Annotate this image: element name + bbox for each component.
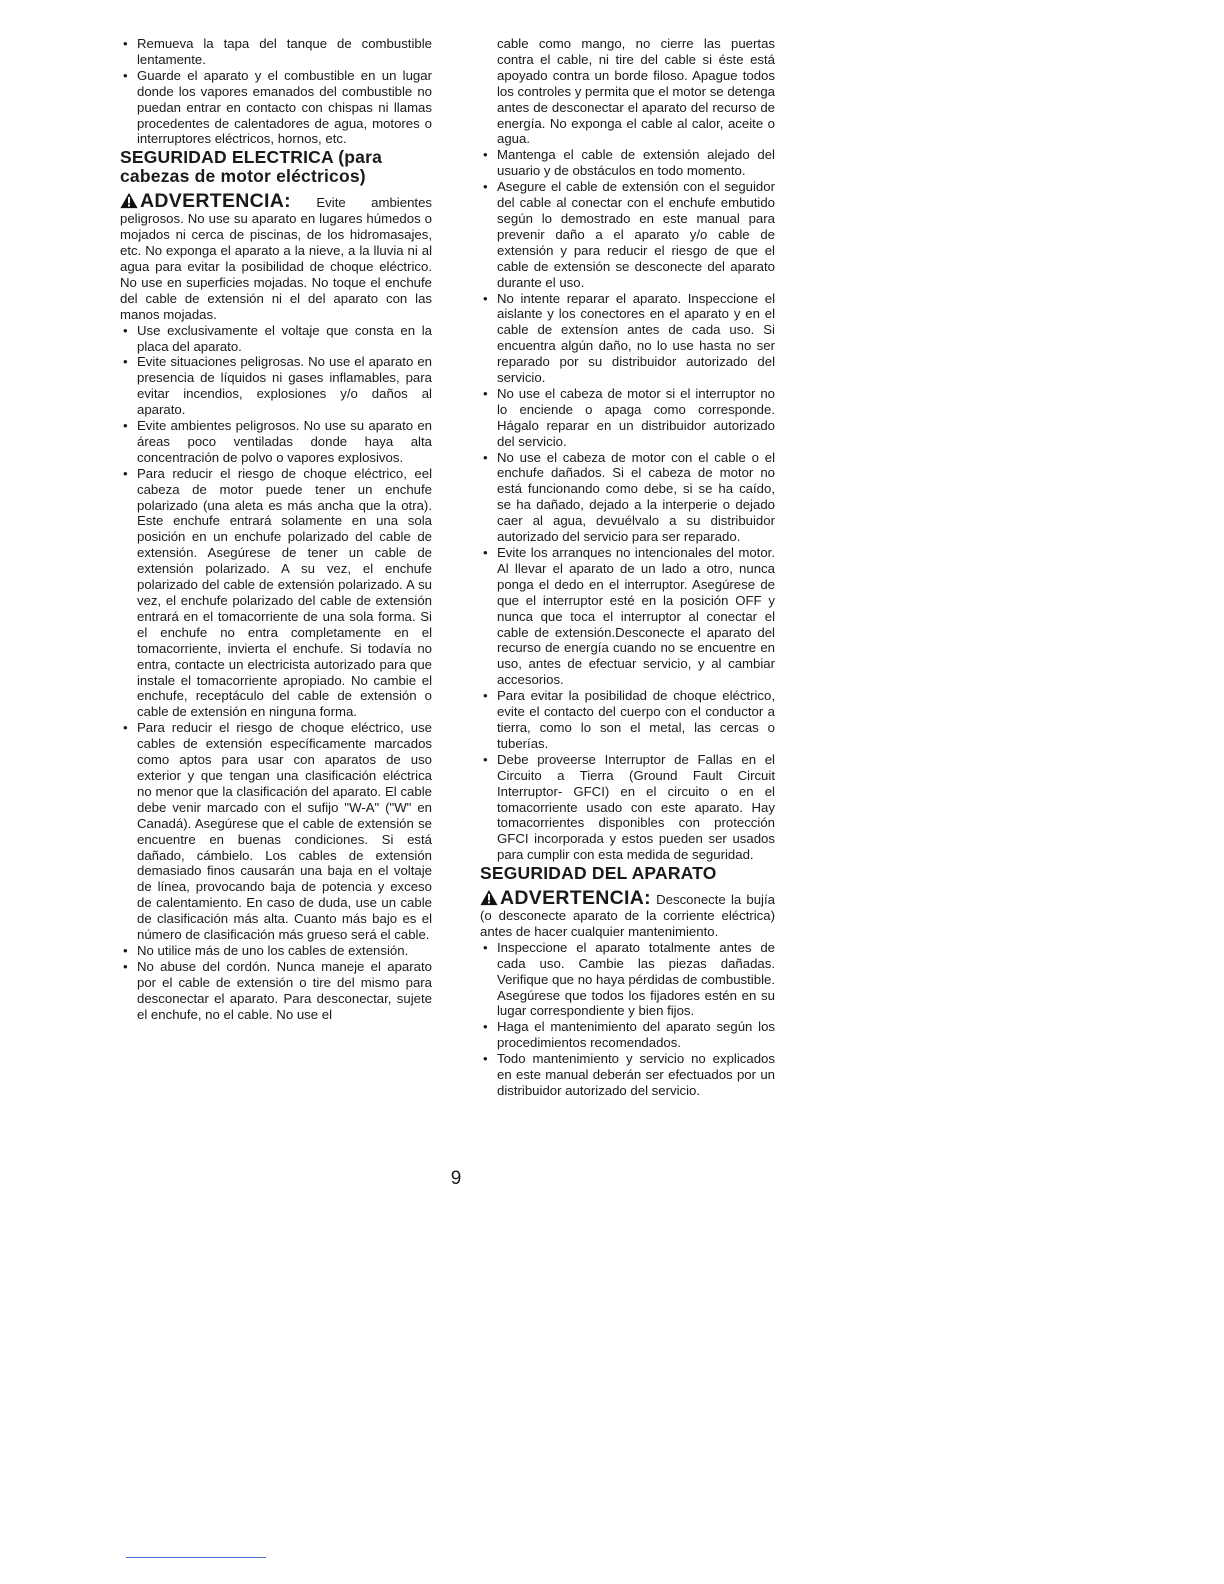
list-item: • Mantenga el cable de extensión alejado del usuario y de obstáculos en todo momento.: [480, 147, 775, 179]
list-item: • Evite situaciones peligrosas. No use el aparato en presencia de líquidos ni gases inflamables, para evitar incendios, explosiones y/o daños al aparato.: [120, 354, 432, 418]
fuel-bullet-list: [120, 36, 432, 147]
list-item: • Use exclusivamente el voltaje que consta en la placa del aparato.: [120, 323, 432, 355]
list-item: • Para reducir el riesgo de choque eléctrico, eel cabeza de motor puede tener un enchufe polarizado (una aleta es más ancha que la otra). Este enchufe entrará solamente en una sola posición en un enchufe polarizado del cable de extensión. Asegúrese de tener un cable de extensión polarizado. A su vez, el enchufe polarizado del cable de extensión polarizado. A su vez, el enchufe polarizado del cable de extensión entrará en el tomacorriente de una sola forma. Si el enchufe no entra completamente en el tomacorriente, invierta el enchufe. Si todavía no entra, contacte un electricista autorizado para que instale el tomacorriente apropiado. No cambie el enchufe, receptáculo del cable de extensión o cable de extensión en ninguna forma.: [120, 466, 432, 721]
continuation-paragraph: cable como mango, no cierre las puertas contra el cable, ni tire del cable si éste está apoyado contra un borde filoso. Apague todos los controles y permita que el motor se detenga antes de desconectar el aparato del recurso de energía. No exponga el cable al calor, aceite o agua.: [497, 36, 775, 147]
left-column: [120, 36, 432, 1022]
page-number: 9: [450, 1168, 462, 1189]
warning-block: [480, 889, 775, 940]
list-item: • Para reducir el riesgo de choque eléctrico, use cables de extensión específicamente marcados como aptos para usar con aparatos de uso exterior y que tengan una clasificación eléctrica no menor que la clasificación del aparato. El cable debe venir marcado con el sufijo "W-A" ("W" en Canadá). Asegúrese que el cable de extensión se encuentre en buenas condiciones. Si está dañado, cámbielo. Los cables de extensión demasiado finos causarán una baja en el voltaje de línea, provocando baja de potencia y exceso de calentamiento. En caso de duda, use un cable de clasificación más alta. Cuanto más bajo es el número de clasificación más grueso será el cable.: [120, 720, 432, 943]
list-item: • Guarde el aparato y el combustible en un lugar donde los vapores emanados del combustible no puedan entrar en contacto con chispas ni llamas procedentes de calentadores de agua, motores o interruptores eléctricos, hornos, etc.: [120, 68, 432, 148]
warning-label: ADVERTENCIA:: [500, 887, 651, 910]
list-item: • Remueva la tapa del tanque de combustible lentamente.: [120, 36, 432, 68]
electrical-bullet-list: [120, 323, 432, 1023]
warning-block: [120, 192, 432, 322]
list-item: • Todo mantenimiento y servicio no explicados en este manual deberán ser efectuados por un distribuidor autorizado del servicio.: [480, 1051, 775, 1099]
warning-triangle-icon: [120, 192, 138, 209]
list-item: • No abuse del cordón. Nunca maneje el aparato por el cable de extensión o tire del mismo para desconectar el aparato. Para desconectar, sujete el enchufe, no el cable. No use el: [120, 959, 432, 1023]
list-item: • Debe proveerse Interruptor de Fallas en el Circuito a Tierra (Ground Fault Circuit Interruptor- GFCI) en el circuito o en el tomacorriente usado con este aparato. Hay tomacorrientes disponibles con protección GFCI incorporada y estos pueden ser usados para cumplir con esta medida de seguridad.: [480, 752, 775, 863]
list-item: • Asegure el cable de extensión con el seguidor del cable al conectar con el enchufe embutido según lo demostrado en este manual para prevenir daño a el aparato y/o cable de extensión y para reducir el riesgo de que el cable de extensión se desconecte del aparato durante el uso.: [480, 179, 775, 290]
list-item: • No utilice más de uno los cables de extensión.: [120, 943, 432, 959]
list-item: • Evite ambientes peligrosos. No use su aparato en áreas poco ventiladas donde haya alta concentración de polvo o vapores explosivos.: [120, 418, 432, 466]
list-item: • Inspeccione el aparato totalmente antes de cada uso. Cambie las piezas dañadas. Verifique que no haya pérdidas de combustible. Asegúrese que todos los fijadores estén en su lugar correspondiente y bien fijos.: [480, 940, 775, 1020]
list-item: • Haga el mantenimiento del aparato según los procedimientos recomendados.: [480, 1019, 775, 1051]
section-title-appliance-safety: SEGURIDAD DEL APARATO: [480, 863, 717, 884]
warning-triangle-icon: [480, 889, 498, 906]
maintenance-bullet-list: [480, 940, 775, 1099]
warning-text: Evite ambientes peligrosos. No use su aparato en lugares húmedos o mojados ni cerca de piscinas, de los hidromasajes, etc. No exponga el aparato a la nieve, a la lluvia ni al agua para evitar la posibilidad de choque eléctrico. No use en superficies mojadas. No toque el enchufe del cable de extensión ni el del aparato con las manos mojadas.: [120, 195, 432, 322]
list-item: • No intente reparar el aparato. Inspeccione el aislante y los conectores en el aparato y en el cable de extensíon antes de cada uso. Si encuentra algún daño, no lo use hasta no ser reparado por su distribuidor autorizado del servicio.: [480, 291, 775, 386]
list-item: • No use el cabeza de motor con el cable o el enchufe dañados. Si el cabeza de motor no está funcionando como debe, si se ha caído, se ha dañado, dejado a la interperie o dejado caer al agua, devuélvalo a su distribuidor autorizado del servicio para ser reparado.: [480, 450, 775, 545]
warning-label: ADVERTENCIA:: [140, 190, 291, 213]
cord-bullet-list: [480, 147, 775, 863]
warning-text: Desconecte la bujía (o desconecte aparato de la corriente eléctrica) antes de hacer cualquier mantenimiento.: [480, 892, 775, 939]
footer-rule: [126, 1557, 266, 1558]
list-item: • Para evitar la posibilidad de choque eléctrico, evite el contacto del cuerpo con el conductor a tierra, como lo son el metal, las cercas o tuberías.: [480, 688, 775, 752]
list-item: • No use el cabeza de motor si el interruptor no lo enciende o apaga como corresponde. Hágalo reparar en un distribuidor autorizado del servicio.: [480, 386, 775, 450]
right-column: [480, 36, 775, 1099]
list-item: • Evite los arranques no intencionales del motor. Al llevar el aparato de un lado a otro, nunca ponga el dedo en el interruptor. Asegúrese de que el interruptor esté en la posición OFF y nunca que toca el interruptor al conectar el cable de extensión.Desconecte el aparato del recurso de energía cuando no se encuentre en uso, antes de efectuar servicio, y al cambiar accesorios.: [480, 545, 775, 688]
section-title-electrical-safety: SEGURIDAD ELECTRICA (para cabezas de motor eléctricos): [120, 147, 383, 187]
